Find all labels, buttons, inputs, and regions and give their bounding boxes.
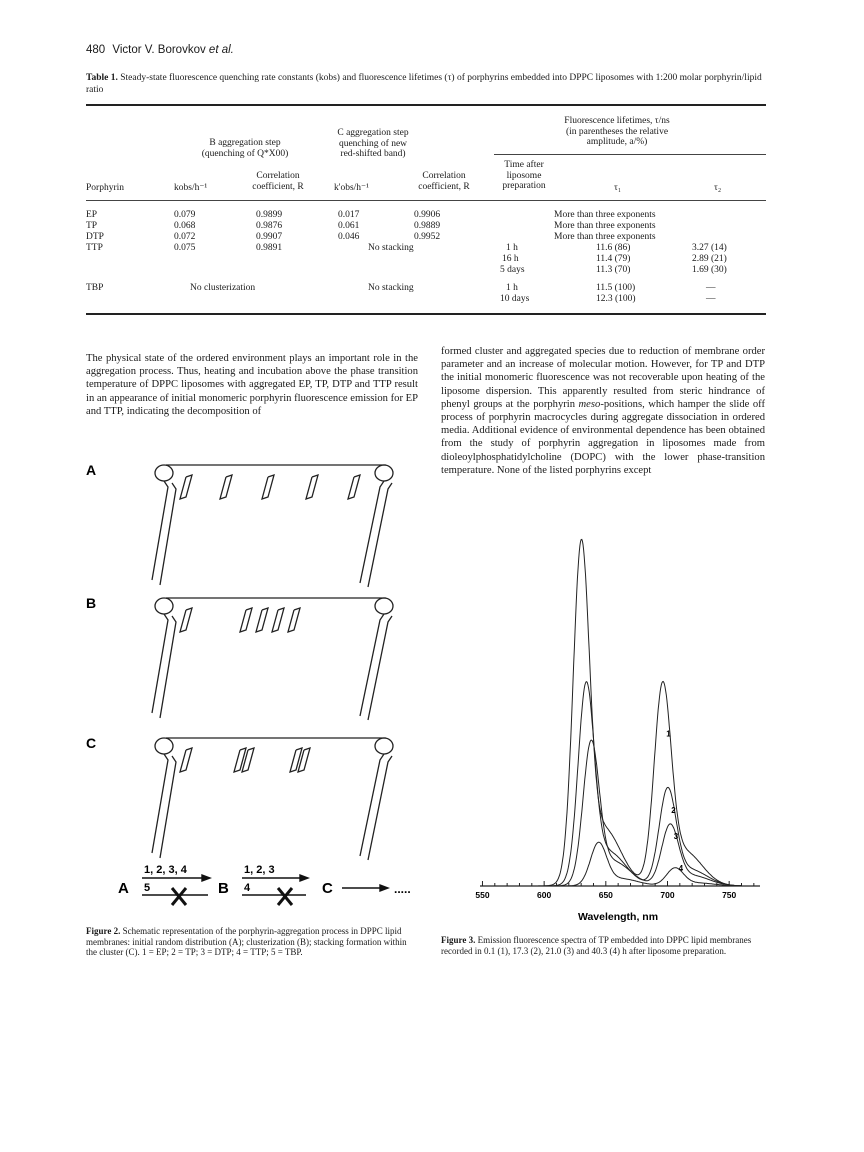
row-dtp-rc: 0.9952 bbox=[414, 232, 441, 242]
table-bottom-rule bbox=[86, 313, 766, 315]
table-header-rule bbox=[86, 200, 766, 201]
row-ttp-rb: 0.9891 bbox=[256, 243, 283, 253]
row-ep-tau: More than three exponents bbox=[554, 210, 656, 220]
row-tp-tau: More than three exponents bbox=[554, 221, 656, 231]
row-dtp-kb: 0.072 bbox=[174, 232, 196, 242]
row-ttp-kb: 0.075 bbox=[174, 243, 196, 253]
body-text-right bbox=[441, 345, 765, 477]
curve-labels bbox=[666, 729, 683, 872]
row-tbp-b-note: No clusterization bbox=[190, 283, 256, 293]
scheme-a: A bbox=[118, 880, 129, 897]
curve-label-4: 4 bbox=[678, 863, 684, 873]
row-tbp-time-1: 1 h bbox=[506, 283, 518, 293]
row-ttp-tau1-1: 11.6 (86) bbox=[596, 243, 631, 253]
page-number: 480 bbox=[86, 44, 106, 56]
row-tbp-tau2-1: — bbox=[706, 283, 716, 293]
panel-c-membrane bbox=[152, 738, 393, 860]
x-tick-label-750: 750 bbox=[722, 890, 737, 900]
row-tp-name: TP bbox=[86, 221, 98, 231]
row-ep-kb: 0.079 bbox=[174, 210, 196, 220]
row-tp-kb: 0.068 bbox=[174, 221, 196, 231]
x-tick-label-550: 550 bbox=[475, 890, 490, 900]
figure3-caption bbox=[441, 935, 766, 956]
th-kobs-c: k'obs/h⁻¹ bbox=[334, 183, 369, 193]
table-caption bbox=[86, 73, 766, 96]
th-corr-c: Correlation coefficient, R bbox=[418, 171, 470, 192]
th-porphyrin: Porphyrin bbox=[86, 183, 124, 193]
page-header bbox=[86, 44, 234, 56]
scheme-arrow3-head bbox=[380, 885, 388, 891]
th-c-step: C aggregation step quenching of new red-shifted band) bbox=[337, 128, 409, 159]
figure3-spectra-chart bbox=[470, 540, 770, 925]
row-ep-rb: 0.9899 bbox=[256, 210, 283, 220]
row-ttp-name: TTP bbox=[86, 243, 103, 253]
row-ttp-tau2-1: 3.27 (14) bbox=[692, 243, 727, 253]
x-tick-label-650: 650 bbox=[598, 890, 613, 900]
spectra-curves bbox=[526, 539, 742, 886]
panel-label-c: C bbox=[86, 735, 97, 751]
x-axis bbox=[475, 881, 760, 900]
scheme-b: B bbox=[218, 880, 229, 897]
panel-label-b: B bbox=[86, 595, 97, 611]
panel-label-a: A bbox=[86, 462, 97, 478]
body-text-right-italic: meso bbox=[578, 398, 601, 410]
panel-a-membrane bbox=[152, 465, 393, 587]
figure2-caption-label: Figure 2. bbox=[86, 926, 121, 936]
row-ttp-time-1: 1 h bbox=[506, 243, 518, 253]
row-dtp-tau: More than three exponents bbox=[554, 232, 656, 242]
figure3-caption-text: Emission fluorescence spectra of TP embedded into DPPC lipid membranes recorded in 0.1 (1), 17.3 (2), 21.0 (3) and 40.3 (4) h after liposome preparation. bbox=[441, 935, 752, 956]
row-tp-rc: 0.9889 bbox=[414, 221, 441, 231]
scheme-arrow1-top: 1, 2, 3, 4 bbox=[144, 864, 187, 876]
x-tick-label-700: 700 bbox=[660, 890, 675, 900]
spectrum-curve-2 bbox=[526, 682, 742, 886]
row-tbp-tau1-1: 11.5 (100) bbox=[596, 283, 636, 293]
th-b-step: B aggregation step (quenching of Q*X00) bbox=[201, 138, 289, 159]
row-dtp-rb: 0.9907 bbox=[256, 232, 283, 242]
aggregation-scheme bbox=[118, 864, 411, 905]
row-ttp-time-2: 16 h bbox=[502, 254, 519, 264]
scheme-arrow2-head bbox=[300, 875, 308, 881]
row-ep-kc: 0.017 bbox=[338, 210, 360, 220]
row-tbp-time-2: 10 days bbox=[500, 294, 530, 304]
curve-label-3: 3 bbox=[673, 832, 679, 842]
row-ttp-time-3: 5 days bbox=[500, 265, 525, 275]
row-tbp-tau1-2: 12.3 (100) bbox=[596, 294, 636, 304]
scheme-arrow2-bottom: 4 bbox=[244, 882, 251, 894]
th-kobs: kobs/h⁻¹ bbox=[174, 183, 208, 193]
row-ttp-tau1-3: 11.3 (70) bbox=[596, 265, 631, 275]
body-text-right-part2: -positions, which hamper the slide off process of porphyrin macrocycles during aggregate dissociation in ordered media. Additional evidence of environmental dependence has been obtained from the study of porphyrin aggregation in liposomes made from dioleoylphosphatidylcholine (DOPC) with the lower phase-transition temperature. None of the listed porphyrins except bbox=[441, 398, 766, 476]
curve-label-1: 1 bbox=[666, 729, 671, 739]
th-fluorescence: Fluorescence lifetimes, τ/ns (in parentheses the relative amplitude, a/%) bbox=[564, 116, 670, 147]
row-ep-rc: 0.9906 bbox=[414, 210, 441, 220]
scheme-arrow2-top: 1, 2, 3 bbox=[244, 864, 275, 876]
row-ttp-tau1-2: 11.4 (79) bbox=[596, 254, 631, 264]
figure3-caption-label: Figure 3. bbox=[441, 935, 476, 945]
spectrum-curve-1 bbox=[526, 539, 742, 886]
row-dtp-kc: 0.046 bbox=[338, 232, 360, 242]
row-tp-kc: 0.061 bbox=[338, 221, 360, 231]
scheme-arrow1-head bbox=[202, 875, 210, 881]
th-fluor-rule bbox=[494, 154, 766, 155]
row-dtp-name: DTP bbox=[86, 232, 104, 242]
x-tick-label-600: 600 bbox=[537, 890, 552, 900]
spectrum-curve-3 bbox=[526, 740, 742, 886]
row-ttp-c-note: No stacking bbox=[368, 243, 414, 253]
row-ep-name: EP bbox=[86, 210, 98, 220]
et-al: et al. bbox=[208, 44, 234, 56]
x-axis-label: Wavelength, nm bbox=[577, 911, 659, 923]
figure2-caption bbox=[86, 926, 416, 958]
row-tbp-name: TBP bbox=[86, 283, 104, 293]
row-ttp-tau2-3: 1.69 (30) bbox=[692, 265, 727, 275]
table-caption-label: Table 1. bbox=[86, 73, 118, 83]
row-tbp-tau2-2: — bbox=[706, 294, 716, 304]
figure2-panels bbox=[152, 465, 393, 860]
table-top-rule bbox=[86, 104, 766, 106]
row-tp-rb: 0.9876 bbox=[256, 221, 283, 231]
body-text-left: The physical state of the ordered environment plays an important role in the aggregation process. Thus, heating and incubation above the phase transition temperature of DPPC liposomes with aggregated EP, TP, DTP and TTP result in an appearance of initial monomeric porphyrin fluorescence emission for EP and TTP, indicating the decomposition of bbox=[86, 353, 418, 417]
th-tau2: τ₂ bbox=[714, 183, 722, 193]
table-caption-text: Steady-state fluorescence quenching rate constants (kobs) and fluorescence lifetimes (τ) of porphyrins embedded into DPPC liposomes with 1:200 molar porphyrin/lipid ratio bbox=[86, 73, 762, 95]
th-corr-b: Correlation coefficient, R bbox=[252, 171, 304, 192]
scheme-c: C bbox=[322, 880, 333, 897]
author-names: Victor V. Borovkov bbox=[112, 44, 206, 56]
row-ttp-tau2-2: 2.89 (21) bbox=[692, 254, 727, 264]
scheme-dots: ..... bbox=[394, 882, 411, 896]
th-tau1: τ₁ bbox=[614, 183, 622, 193]
figure2-caption-text: Schematic representation of the porphyrin-aggregation process in DPPC lipid membranes: initial random distribution (A); clusterization (B); stacking formation within the cluster (C). 1 = EP; 2 = TP; 3 = DTP; 4 = TTP; 5 = TBP. bbox=[86, 926, 407, 958]
curve-label-2: 2 bbox=[671, 805, 676, 815]
data-table bbox=[86, 104, 766, 316]
th-time-after: Time after liposome preparation bbox=[502, 160, 546, 191]
body-text-right-part1: formed cluster and aggregated species due to reduction of membrane order parameter and an increase of molecular motion. However, for TP and DTP the initial monomeric fluorescence was not recoverable upon heating of the liposome dispersion. This apparently resulted from steric hindrance of phenyl groups at the porphyrin bbox=[441, 346, 765, 410]
figure2-diagram bbox=[86, 455, 426, 920]
panel-b-membrane bbox=[152, 598, 393, 720]
row-tbp-c-note: No stacking bbox=[368, 283, 414, 293]
scheme-arrow1-bottom: 5 bbox=[144, 882, 151, 894]
